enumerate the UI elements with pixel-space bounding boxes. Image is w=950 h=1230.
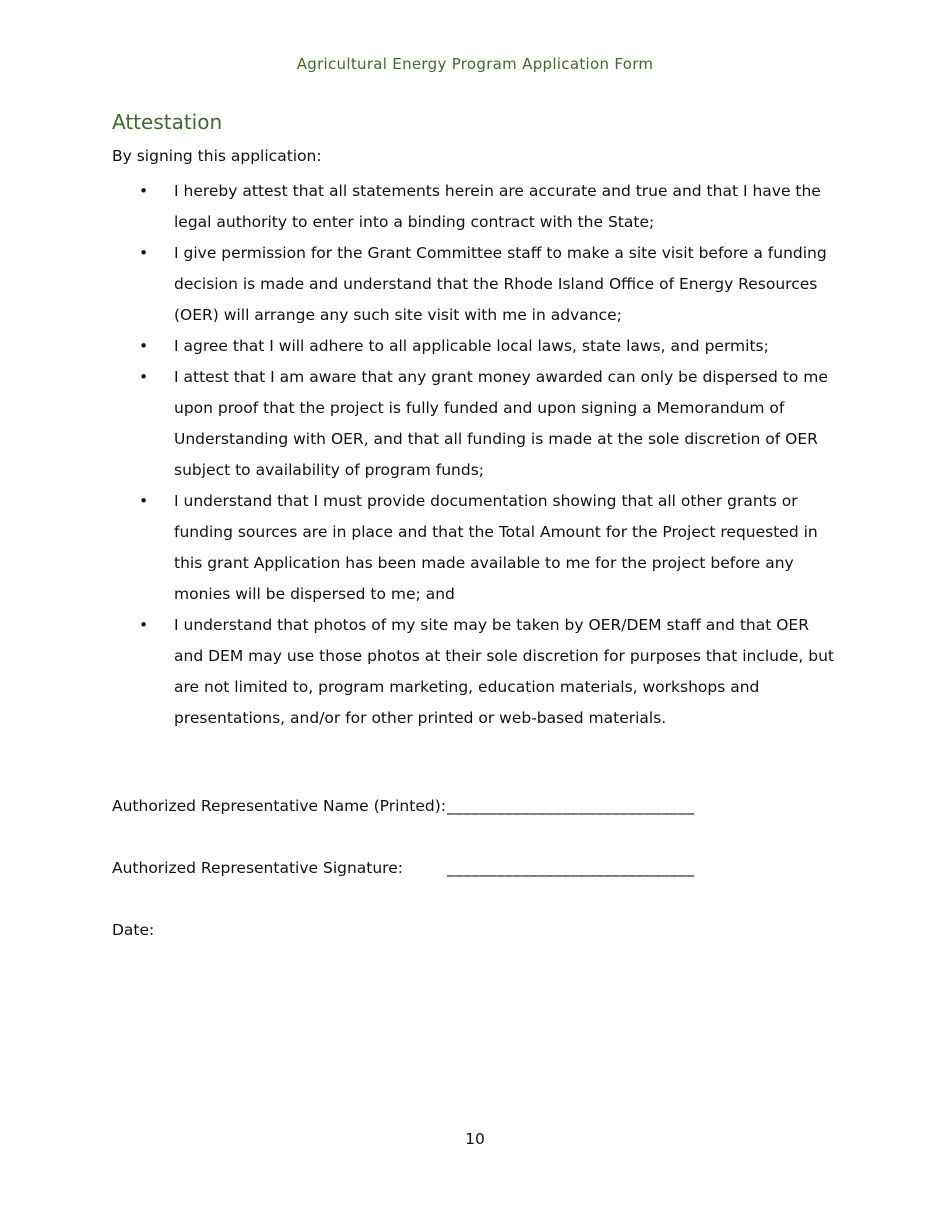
bullet-icon: • [139,337,149,355]
attestation-list [112,176,842,734]
list-item [112,331,842,362]
bullet-icon: • [139,182,149,200]
printed-name-label: Authorized Representative Name (Printed): [112,797,446,815]
running-header: Agricultural Energy Program Application Form [296,55,654,73]
list-item [112,610,842,734]
list-item-text: I understand that photos of my site may be taken by OER/DEM staff and that OER and DEM may use those photos at their sole discretion for purposes that include, but are not limited to, program marketing, education materials, workshops and presentations, and/or for other printed or web-based materials. [174,616,834,727]
list-item-text: I agree that I will adhere to all applicable local laws, state laws, and permits; [174,337,769,355]
attestation-intro: By signing this application: [112,147,322,165]
list-item-text: I hereby attest that all statements herein are accurate and true and that I have the legal authority to enter into a binding contract with the State; [174,182,821,231]
signature-field[interactable]: ______________________________ [447,859,695,877]
page-number: 10 [465,1130,485,1148]
bullet-icon: • [139,616,149,634]
list-item [112,176,842,238]
list-item-text: I understand that I must provide documentation showing that all other grants or funding sources are in place and that the Total Amount for the Project requested in this grant Application has been made available to me for the project before any monies will be dispersed to me; and [174,492,818,603]
signature-label: Authorized Representative Signature: [112,859,403,877]
date-label: Date: [112,921,155,939]
list-item-text: I give permission for the Grant Committee staff to make a site visit before a funding decision is made and understand that the Rhode Island Office of Energy Resources (OER) will arrange any such site visit with me in advance; [174,244,827,324]
section-heading-attestation: Attestation [112,110,223,134]
list-item-text: I attest that I am aware that any grant money awarded can only be dispersed to me upon proof that the project is fully funded and upon signing a Memorandum of Understanding with OER, and that all funding is made at the sole discretion of OER subject to availability of program funds; [174,368,828,479]
bullet-icon: • [139,492,149,510]
bullet-icon: • [139,244,149,262]
printed-name-field[interactable]: ______________________________ [447,797,695,815]
list-item [112,362,842,486]
bullet-icon: • [139,368,149,386]
list-item [112,238,842,331]
list-item [112,486,842,610]
